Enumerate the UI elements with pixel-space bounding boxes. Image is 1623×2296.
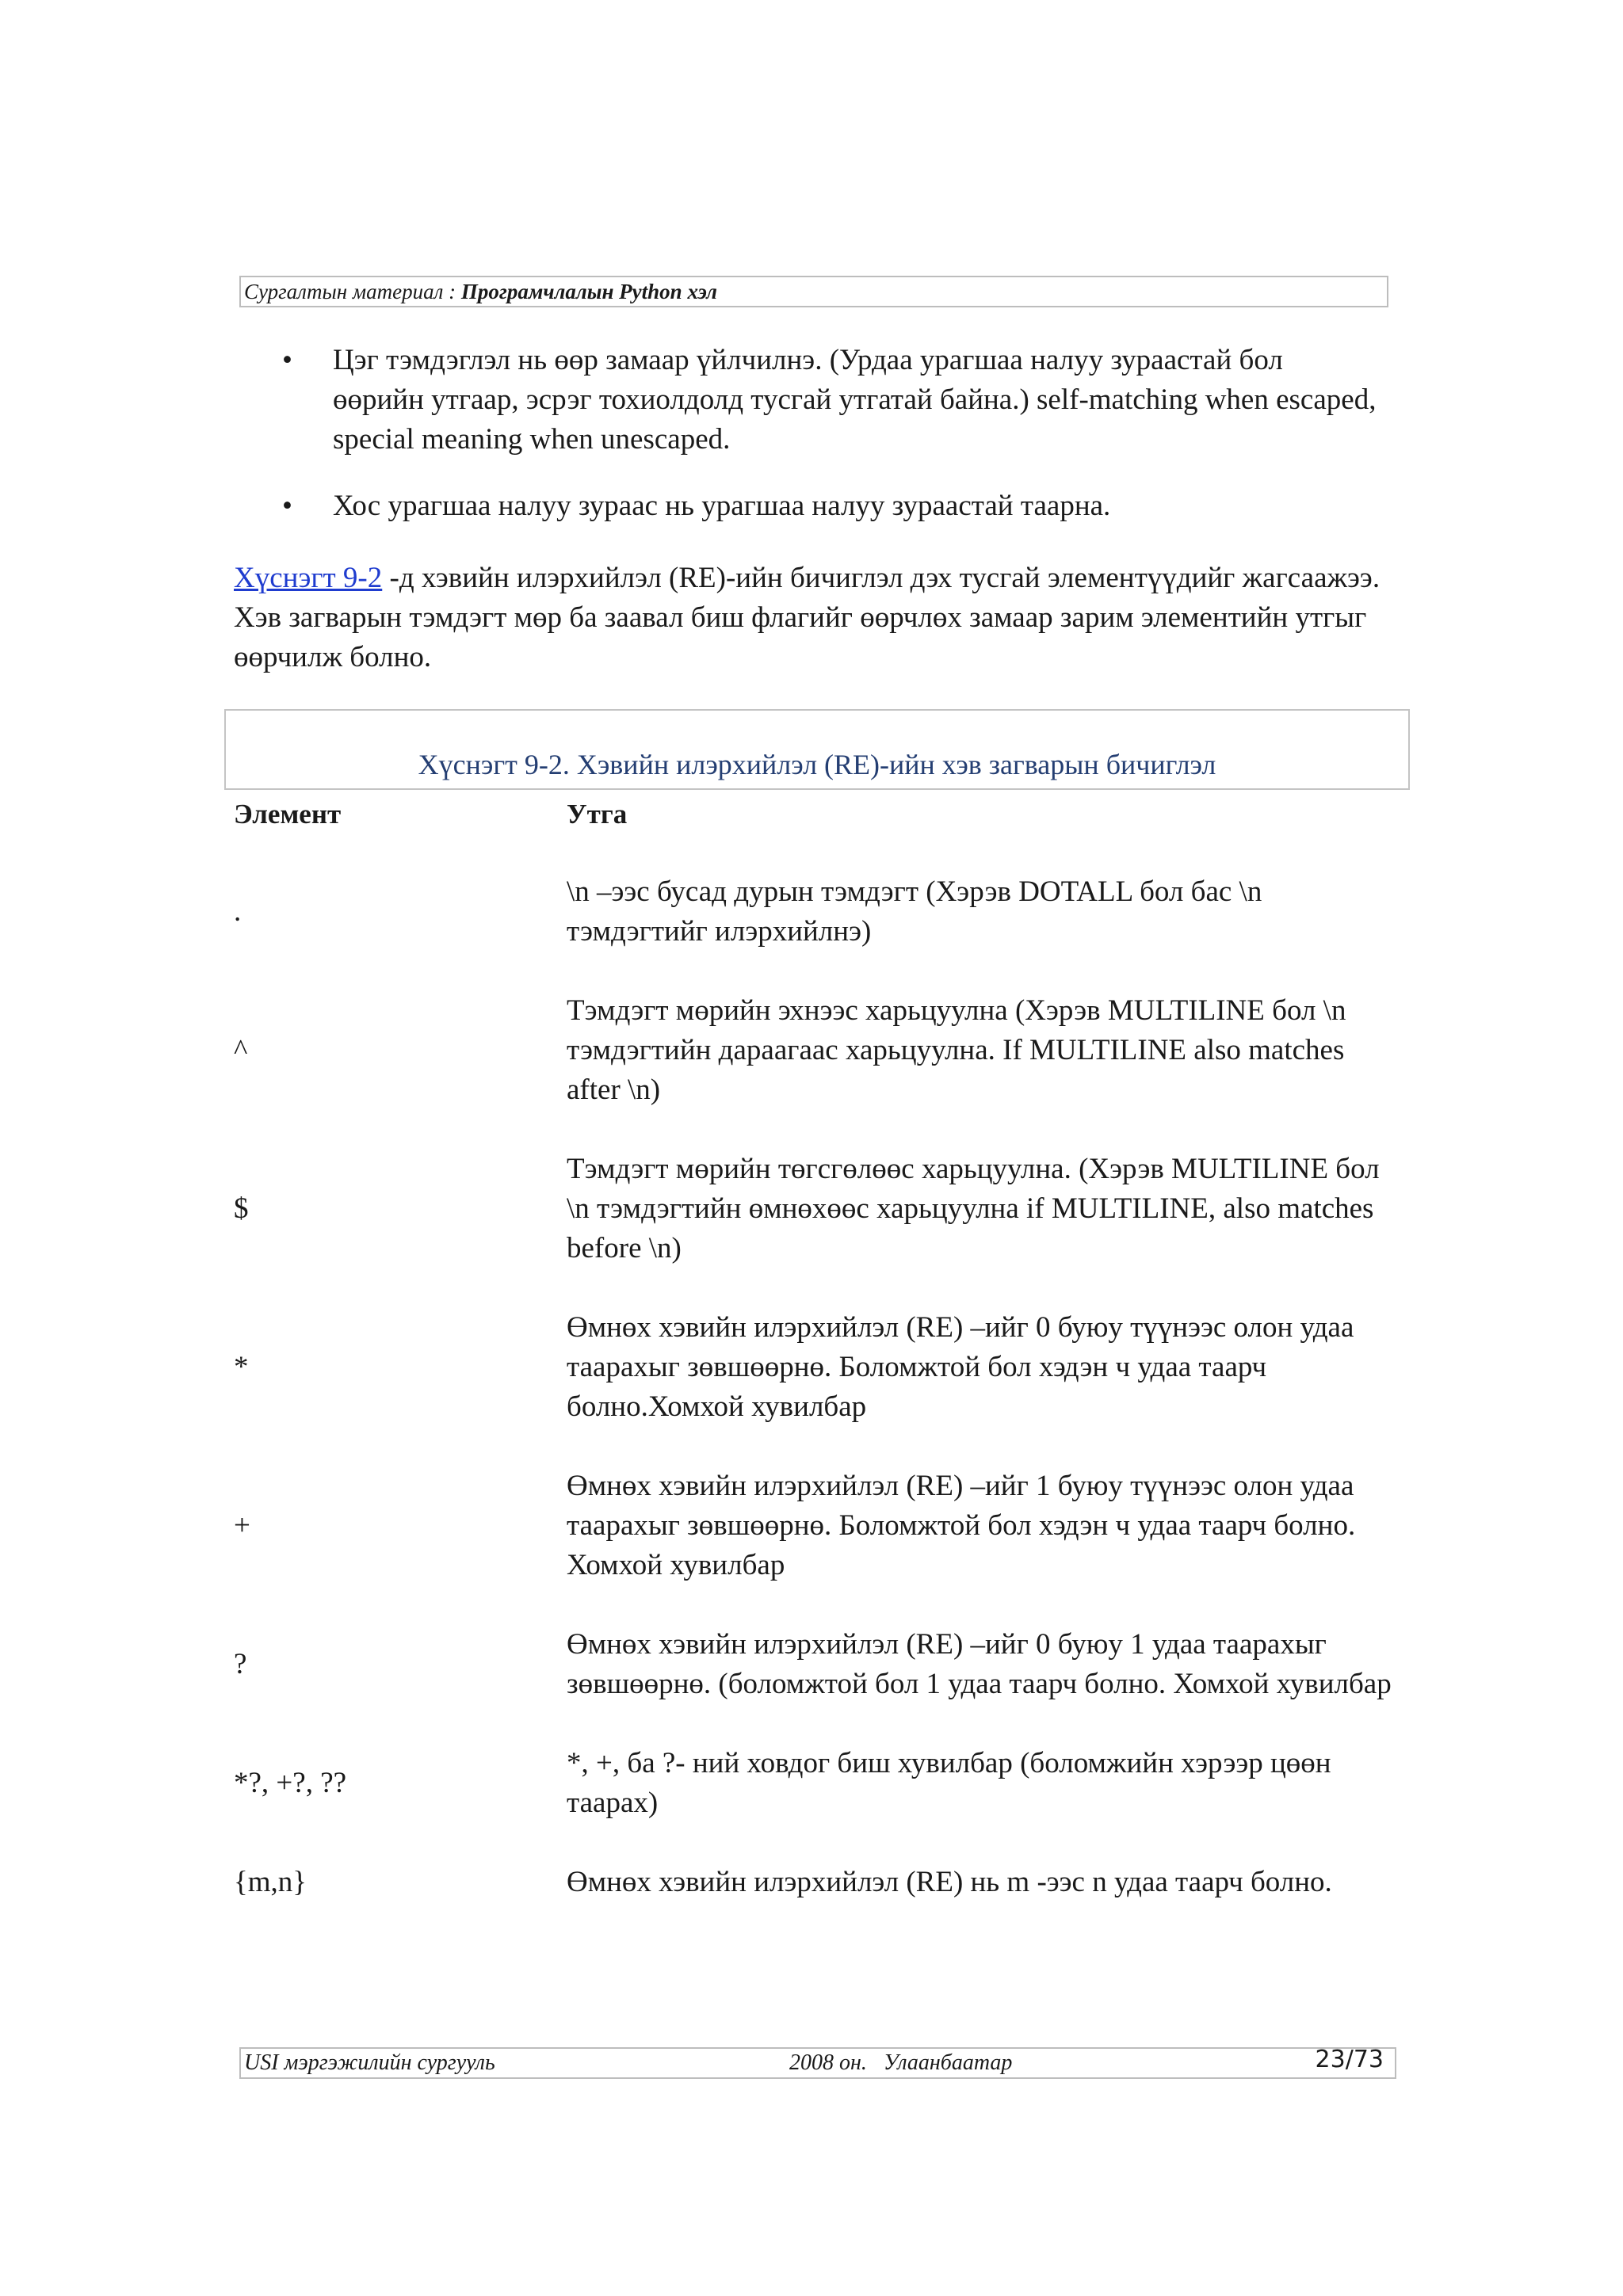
regex-table xyxy=(234,795,1399,1902)
table-row xyxy=(234,991,1399,1110)
row-element: . xyxy=(234,895,242,928)
bullet-icon: • xyxy=(282,490,292,522)
table-caption-box xyxy=(224,709,1410,790)
table-header-row xyxy=(234,795,1399,834)
footer-date-city: 2008 он. Улаанбаатар xyxy=(789,2050,1013,2075)
row-element: {m,n} xyxy=(234,1866,307,1898)
header-prefix: Сургалтын материал : xyxy=(244,280,461,303)
page-footer xyxy=(239,2047,1396,2079)
intro-paragraph xyxy=(234,559,1391,677)
row-meaning: Өмнөх хэвийн илэрхийлэл (RE) –ийг 0 буюу 1 удаа таарахыг зөвшөөрнө. (боломжтой бол 1 удаа таарч болно. Хомхой хувилбар xyxy=(567,1628,1392,1700)
bullet-icon: • xyxy=(282,344,292,376)
bullet-text: Хос урагшаа налуу зураас нь урагшаа налуу зураастай таарна. xyxy=(333,490,1111,522)
row-element: * xyxy=(234,1351,249,1383)
row-meaning: Өмнөх хэвийн илэрхийлэл (RE) –ийг 1 буюу түүнээс олон удаа таарахыг зөвшөөрнө. Боломжтой бол хэдэн ч удаа таарч болно. Хомхой хувилбар xyxy=(567,1470,1356,1581)
row-meaning: Өмнөх хэвийн илэрхийлэл (RE) нь m -ээс n удаа таарч болно. xyxy=(567,1866,1332,1898)
row-element: *?, +?, ?? xyxy=(234,1767,347,1799)
table-row xyxy=(234,1308,1399,1427)
row-meaning: Өмнөх хэвийн илэрхийлэл (RE) –ийг 0 буюу түүнээс олон удаа таарахыг зөвшөөрнө. Боломжтой бол хэдэн ч удаа таарч болно.Хомхой хувилбар xyxy=(567,1311,1354,1423)
table-row xyxy=(234,1625,1399,1704)
table-row xyxy=(234,1150,1399,1268)
page-header xyxy=(239,276,1388,307)
intro-text: -д хэвийн илэрхийлэл (RE)-ийн бичиглэл дэх тусгай элементүүдийг жагсаажээ. Хэв загварын тэмдэгт мөр ба заавал биш флагийг өөрчлөх замаар зарим элементийн утгыг өөрчилж болно. xyxy=(234,562,1381,673)
row-meaning: \n –ээс бусад дурын тэмдэгт (Хэрэв DOTALL бол бас \n тэмдэгтийг илэрхийлнэ) xyxy=(567,875,1262,948)
row-element: $ xyxy=(234,1192,249,1225)
header-title: Програмчлалын Python хэл xyxy=(460,280,717,303)
row-meaning: *, +, ба ?- ний ховдог биш хувилбар (боломжийн хэрээр цөөн таарах) xyxy=(567,1747,1331,1819)
bullet-item xyxy=(269,486,1379,526)
header-element: Элемент xyxy=(234,799,342,830)
table-caption: Хүснэгт 9-2. Хэвийн илэрхийлэл (RE)-ийн хэв загварын бичиглэл xyxy=(418,749,1216,780)
row-meaning: Тэмдэгт мөрийн эхнээс харьцуулна (Хэрэв MULTILINE бол \n тэмдэгтийн дараагаас харьцуулна. If MULTILINE also matches after \n) xyxy=(567,994,1346,1106)
row-element: ^ xyxy=(234,1034,248,1066)
bullet-list xyxy=(269,341,1379,526)
table-row xyxy=(234,872,1399,952)
row-meaning: Тэмдэгт мөрийн төгсгөлөөс харьцуулна. (Хэрэв MULTILINE бол \n тэмдэгтийн өмнөхөөс харьцуулна if MULTILINE, also matches before \n) xyxy=(567,1153,1380,1264)
table-row xyxy=(234,1466,1399,1585)
table-row xyxy=(234,1863,1399,1902)
page-number: 23/73 xyxy=(1315,2046,1384,2073)
footer-school: USI мэргэжилийн сургууль xyxy=(244,2050,495,2075)
bullet-item xyxy=(269,341,1379,460)
bullet-text: Цэг тэмдэглэл нь өөр замаар үйлчилнэ. (Урдаа урагшаа налуу зураастай бол өөрийн утгаар, эсрэг тохиолдолд тусгай утгатай байна.) self-matching when escaped, special meaning when unescaped. xyxy=(333,344,1377,456)
row-element: + xyxy=(234,1509,250,1542)
table-row xyxy=(234,1744,1399,1823)
header-meaning: Утга xyxy=(567,799,628,830)
table-reference-link[interactable]: Хүснэгт 9-2 xyxy=(234,562,383,594)
row-element: ? xyxy=(234,1648,247,1680)
